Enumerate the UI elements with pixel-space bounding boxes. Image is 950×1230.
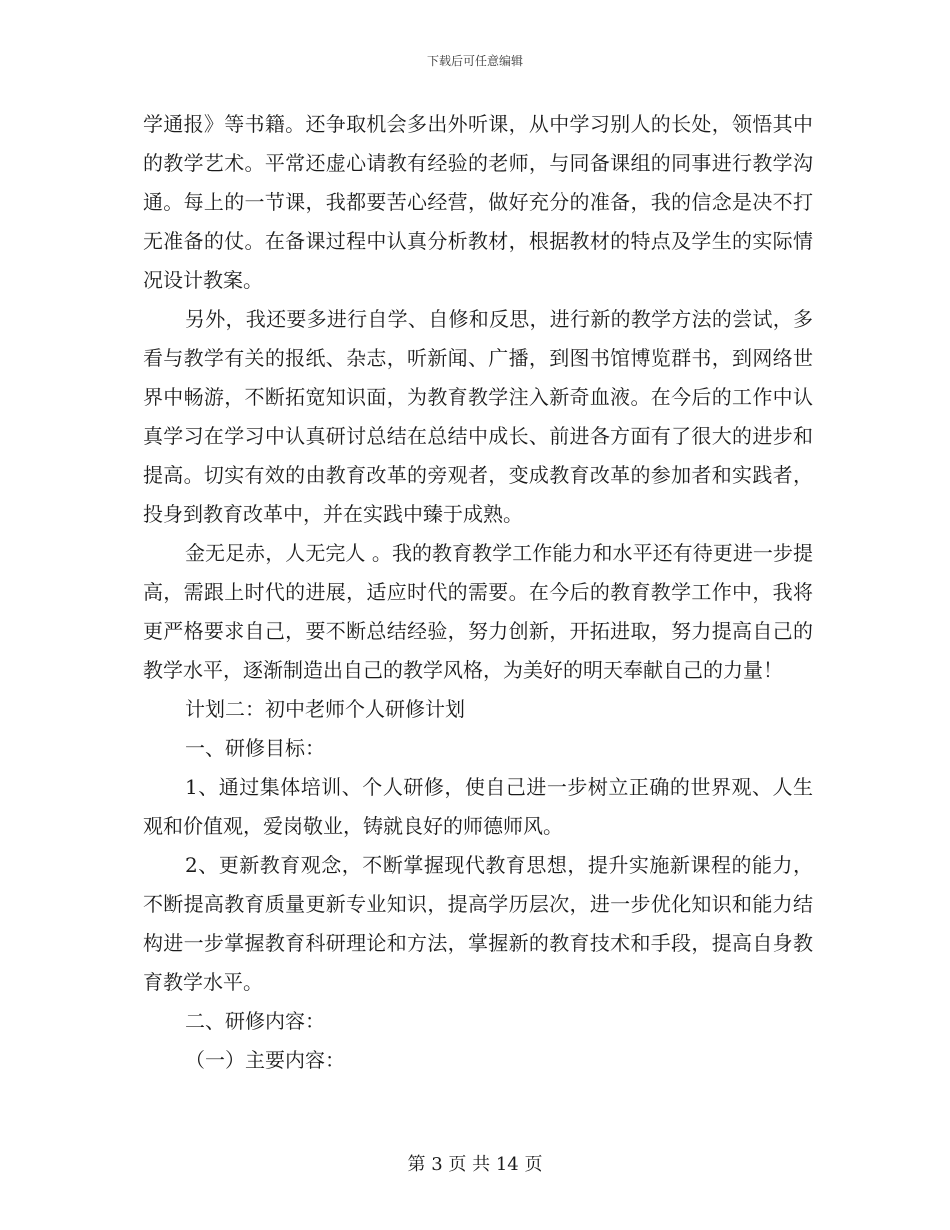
paragraph-continued: 学通报》等书籍。还争取机会多出外听课，从中学习别人的长处，领悟其中的教学艺术。平常还虚心请教有经验的老师，与同备课组的同事进行教学沟通。每上的一节课，我都要苦心经营，做好充分的准备，我的信念是决不打无准备的仗。在备课过程中认真分析教材，根据教材的特点及学生的实际情况设计教案。 [143,112,813,292]
list-item: 2、更新教育观念，不断掌握现代教育思想，提升实施新课程的能力，不断提高教育质量更新专业知识，提高学历层次，进一步优化知识和能力结构进一步掌握教育科研理论和方法，掌握新的教育技术和手段，提高自身教育教学水平。 [143,853,813,994]
paragraph: 金无足赤，人无完人 。我的教育教学工作能力和水平还有待更进一步提高，需跟上时代的进展，适应时代的需要。在今后的教育教学工作中，我将更严格要求自己，要不断总结经验，努力创新，开拓进取，努力提高自己的教学水平，逐渐制造出自己的教学风格，为美好的明天奉献自己的力量！ [143,541,813,682]
paragraph: 另外，我还要多进行自学、自修和反思，进行新的教学方法的尝试，多看与教学有关的报纸、杂志，听新闻、广播，到图书馆博览群书，到网络世界中畅游，不断拓宽知识面，为教育教学注入新奇血液。在今后的工作中认真学习在学习中认真研讨总结在总结中成长、前进各方面有了很大的进步和提高。切实有效的由教育改革的旁观者，变成教育改革的参加者和实践者，投身到教育改革中，并在实践中臻于成熟。 [143,307,813,526]
page-header: 下载后可任意编辑 [426,54,523,68]
heading: 一、研修目标： [185,736,325,760]
document-body [143,105,813,1080]
list-item: 1、通过集体培训、个人研修，使自己进一步树立正确的世界观、人生观和价值观，爱岗敬业，铸就良好的师德师风。 [143,775,813,838]
page-number: 第 3 页 共 14 页 [407,1154,543,1175]
subheading: （一）主要内容： [185,1048,345,1072]
section-title: 计划二：初中老师个人研修计划 [185,697,465,721]
heading: 二、研修内容： [185,1009,325,1033]
